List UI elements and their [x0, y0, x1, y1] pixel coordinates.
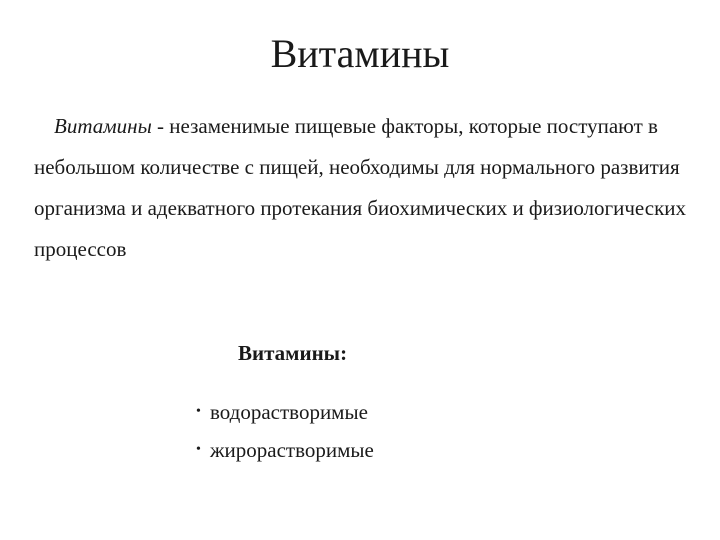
slide-title	[0, 30, 720, 78]
slide-title-text: Витамины	[270, 31, 450, 76]
list-item	[196, 393, 374, 431]
list-item-label: жирорастворимые	[210, 437, 374, 462]
vitamin-types-heading: Витамины:	[238, 341, 348, 365]
list-item	[196, 431, 374, 469]
definition-term: Витамины	[54, 114, 152, 138]
definition-text: - незаменимые пищевые факторы, которые поступают в небольшом количестве с пищей, необходимы для нормального развития организма и адекватного протекания биохимических и физиологических процессов	[34, 114, 687, 261]
vitamin-types-list	[196, 393, 374, 469]
definition-paragraph	[34, 106, 694, 270]
list-item-label: водорастворимые	[210, 399, 368, 424]
bullet-icon: •	[196, 404, 201, 419]
bullet-icon: •	[196, 442, 201, 457]
